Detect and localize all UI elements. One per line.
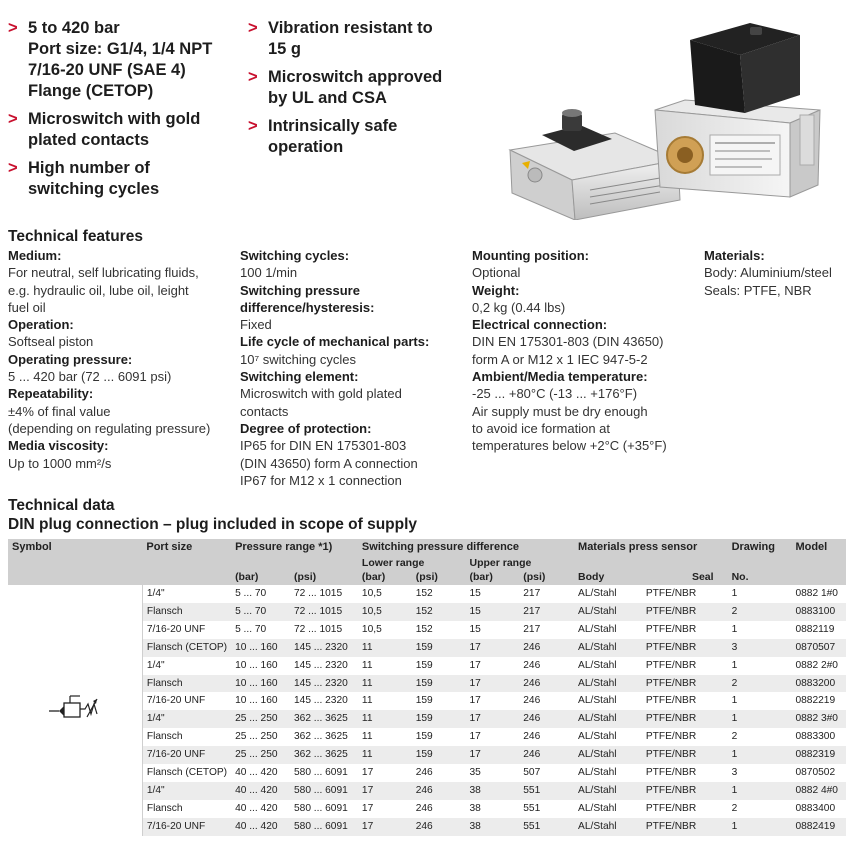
- table-cell: PTFE/NBR: [645, 767, 697, 779]
- table-cell: AL/Stahl: [578, 802, 617, 814]
- table-cell: 5 ... 70: [235, 588, 267, 599]
- feature-value: 5 ... 420 bar (72 ... 6091 psi): [8, 369, 172, 385]
- table-cell: AL/Stahl: [574, 746, 642, 764]
- table-cell: 17: [465, 639, 519, 657]
- table-cell: PTFE/NBR: [645, 731, 697, 743]
- table-cell: 0882219: [795, 695, 836, 707]
- table-cell: 72 ... 1015: [293, 588, 343, 599]
- features-col-3: [472, 247, 697, 455]
- feature-label: Repeatability:: [8, 386, 94, 402]
- header-body: Body: [574, 569, 642, 585]
- header-pressure-range: Pressure range *1): [231, 539, 358, 557]
- header-upper-range: Upper range: [465, 557, 574, 569]
- highlight-line: Vibration resistant to: [268, 19, 433, 37]
- table-cell: 0870507: [791, 639, 845, 657]
- feature-label: Materials:: [704, 248, 765, 263]
- table-cell: PTFE/NBR: [645, 588, 697, 599]
- table-cell: 10,5: [361, 623, 382, 635]
- header-drawing-no: No.: [728, 569, 792, 585]
- table-cell: 7/16-20 UNF: [142, 746, 231, 764]
- table-cell: PTFE/NBR: [642, 675, 728, 693]
- table-cell: 3: [728, 639, 792, 657]
- table-cell: AL/Stahl: [574, 710, 642, 728]
- table-cell: 152: [415, 623, 433, 635]
- table-cell: 17: [361, 767, 374, 779]
- table-cell: 0882 1#0: [795, 588, 838, 599]
- feature-label: Switching element:: [240, 369, 359, 385]
- table-cell: 40 ... 420: [231, 818, 290, 836]
- highlight-line: switching cycles: [28, 180, 160, 198]
- feature-value: temperatures below +2°C (+35°F): [472, 438, 667, 454]
- highlight-item: [248, 116, 478, 158]
- table-cell: 7/16-20 UNF: [146, 695, 206, 707]
- table-cell: 72 ... 1015: [293, 623, 343, 635]
- highlight-line: Port size: G1/4, 1/4 NPT: [28, 40, 213, 58]
- table-cell: 2: [728, 603, 792, 621]
- table-cell: 217: [523, 588, 541, 599]
- table-cell: 551: [519, 818, 574, 836]
- header-lower-bar: (bar): [358, 569, 412, 585]
- highlights-col1: [8, 18, 238, 207]
- technical-data-table: [8, 539, 846, 836]
- table-cell: 10 ... 160: [231, 639, 290, 657]
- feature-value: IP65 for DIN EN 175301-803: [240, 438, 407, 454]
- table-cell: 17: [465, 675, 519, 693]
- feature-label: Medium:: [8, 248, 62, 263]
- table-cell: 217: [519, 603, 574, 621]
- table-cell: Flansch: [146, 731, 183, 743]
- feature-value: Microswitch with gold plated: [240, 386, 402, 402]
- table-cell: 246: [519, 710, 574, 728]
- highlight-line: Intrinsically safe: [268, 117, 398, 135]
- table-cell: 72 ... 1015: [290, 603, 358, 621]
- table-cell: AL/Stahl: [578, 695, 617, 707]
- table-cell: 362 ... 3625: [290, 746, 358, 764]
- table-cell: 25 ... 250: [235, 731, 278, 743]
- table-cell: 3: [731, 767, 738, 779]
- table-cell: PTFE/NBR: [642, 782, 728, 800]
- feature-label: Switching pressure difference/hysteresis:: [240, 282, 375, 315]
- table-cell: Flansch (CETOP): [146, 767, 228, 779]
- table-cell: PTFE/NBR: [645, 802, 697, 814]
- header-materials: Materials press sensor: [574, 539, 728, 557]
- table-cell: 17: [469, 731, 481, 743]
- table-cell: 2: [731, 802, 738, 814]
- table-cell: 362 ... 3625: [293, 731, 348, 743]
- header-lower-range: Lower range: [358, 557, 466, 569]
- table-cell: 25 ... 250: [231, 746, 290, 764]
- table-cell: 580 ... 6091: [290, 782, 358, 800]
- table-cell: 35: [469, 767, 481, 779]
- table-cell: Flansch: [146, 802, 183, 814]
- features-col-4: [704, 247, 844, 299]
- table-cell: 0882419: [791, 818, 845, 836]
- table-cell: 0882319: [791, 746, 845, 764]
- table-cell: 1/4": [142, 782, 231, 800]
- header-psi: (psi): [290, 569, 358, 585]
- feature-value: Body: Aluminium/steel: [704, 265, 832, 281]
- feature-value: Fixed: [240, 317, 272, 333]
- table-cell: 11: [358, 675, 412, 693]
- table-cell: 40 ... 420: [231, 782, 290, 800]
- header-symbol: Symbol: [8, 539, 142, 557]
- table-cell: 17: [358, 782, 412, 800]
- feature-value: -25 ... +80°C (-13 ... +176°F): [472, 386, 638, 402]
- table-cell: 580 ... 6091: [293, 802, 348, 814]
- feature-value: Optional: [472, 265, 521, 281]
- table-cell: 0882 4#0: [791, 782, 845, 800]
- table-cell: 40 ... 420: [235, 802, 278, 814]
- table-cell: 0870502: [795, 767, 836, 779]
- table-cell: 7/16-20 UNF: [146, 623, 206, 635]
- table-cell: 551: [519, 782, 574, 800]
- table-cell: 152: [412, 603, 466, 621]
- pressure-switch-symbol: [8, 585, 142, 836]
- table-cell: 1: [731, 588, 738, 599]
- feature-value: (DIN 43650) form A connection: [240, 455, 418, 471]
- table-cell: 1: [728, 710, 792, 728]
- table-cell: PTFE/NBR: [642, 639, 728, 657]
- table-cell: 5 ... 70: [235, 623, 267, 635]
- table-cell: 159: [412, 639, 466, 657]
- table-cell: 11: [358, 639, 412, 657]
- table-row: [8, 585, 846, 603]
- table-cell: 25 ... 250: [231, 710, 290, 728]
- table-cell: 10 ... 160: [235, 659, 278, 671]
- table-cell: PTFE/NBR: [642, 603, 728, 621]
- highlight-line: Microswitch approved: [268, 68, 443, 86]
- table-cell: 246: [412, 818, 466, 836]
- table-cell: 2: [731, 731, 738, 743]
- table-cell: 145 ... 2320: [290, 639, 358, 657]
- highlight-line: plated contacts: [28, 131, 150, 149]
- table-cell: 10,5: [358, 603, 412, 621]
- table-cell: AL/Stahl: [578, 588, 617, 599]
- table-cell: AL/Stahl: [574, 675, 642, 693]
- features-col-1: [8, 247, 233, 472]
- table-cell: PTFE/NBR: [642, 710, 728, 728]
- pressure-switch-m12: [510, 109, 680, 220]
- table-cell: 246: [519, 746, 574, 764]
- table-cell: 0883200: [791, 675, 845, 693]
- table-cell: Flansch: [142, 675, 231, 693]
- table-cell: 0883100: [791, 603, 845, 621]
- pressure-switch-din: [655, 23, 820, 197]
- table-cell: 17: [465, 746, 519, 764]
- table-cell: 246: [412, 782, 466, 800]
- header-port-size: Port size: [142, 539, 231, 557]
- highlight-item: [248, 67, 478, 109]
- feature-value: (depending on regulating pressure): [8, 420, 211, 436]
- header-switching-diff: Switching pressure difference: [358, 539, 574, 557]
- feature-value: For neutral, self lubricating fluids,: [8, 265, 199, 281]
- table-cell: 10,5: [361, 588, 382, 599]
- highlight-line: 15 g: [268, 40, 302, 58]
- table-cell: 38: [469, 802, 481, 814]
- bullet-arrow-icon: >: [8, 110, 18, 128]
- feature-value: IP67 for M12 x 1 connection: [240, 472, 402, 488]
- feature-value: 10⁷ switching cycles: [240, 351, 356, 367]
- feature-value: 100 1/min: [240, 265, 298, 281]
- feature-value: contacts: [240, 403, 289, 419]
- table-cell: 7/16-20 UNF: [142, 818, 231, 836]
- bullet-arrow-icon: >: [8, 19, 18, 37]
- features-col-2: [240, 247, 465, 489]
- header-model: Model: [791, 539, 845, 557]
- table-cell: 246: [415, 767, 433, 779]
- table-cell: 159: [415, 659, 433, 671]
- table-cell: 11: [361, 659, 373, 671]
- table-cell: 0883400: [795, 802, 836, 814]
- feature-value: ±4% of final value: [8, 403, 111, 419]
- highlight-line: Microswitch with gold: [28, 110, 201, 128]
- table-cell: 15: [469, 623, 481, 635]
- table-cell: 38: [465, 782, 519, 800]
- highlight-line: High number of: [28, 159, 150, 177]
- table-cell: 1: [731, 695, 738, 707]
- feature-label: Operation:: [8, 317, 74, 333]
- table-cell: AL/Stahl: [578, 731, 617, 743]
- table-cell: 11: [358, 746, 412, 764]
- table-cell: 362 ... 3625: [290, 710, 358, 728]
- technical-data-title: Technical data: [8, 497, 115, 514]
- table-cell: AL/Stahl: [574, 603, 642, 621]
- highlight-line: Flange (CETOP): [28, 82, 154, 100]
- highlight-item: [248, 18, 478, 60]
- table-cell: AL/Stahl: [578, 659, 617, 671]
- table-cell: 1: [731, 623, 738, 635]
- table-cell: 159: [412, 675, 466, 693]
- feature-value: Up to 1000 mm²/s: [8, 455, 112, 471]
- table-cell: 17: [469, 659, 481, 671]
- header-upper-psi: (psi): [519, 569, 574, 585]
- table-cell: 159: [412, 746, 466, 764]
- table-cell: PTFE/NBR: [642, 746, 728, 764]
- table-cell: PTFE/NBR: [645, 659, 697, 671]
- table-cell: PTFE/NBR: [642, 818, 728, 836]
- feature-value: fuel oil: [8, 299, 46, 315]
- table-cell: 246: [415, 802, 433, 814]
- table-cell: 1: [731, 659, 738, 671]
- table-cell: Flansch (CETOP): [142, 639, 231, 657]
- feature-label: Operating pressure:: [8, 351, 133, 367]
- highlight-line: by UL and CSA: [268, 89, 387, 107]
- table-cell: 246: [523, 659, 541, 671]
- feature-label: Weight:: [472, 282, 520, 298]
- table-cell: 145 ... 2320: [293, 695, 348, 707]
- features-title: Technical features: [8, 228, 143, 245]
- table-cell: 2: [728, 675, 792, 693]
- table-cell: 5 ... 70: [231, 603, 290, 621]
- table-cell: 551: [523, 802, 541, 814]
- table-cell: 17: [358, 818, 412, 836]
- feature-value: Softseal piston: [8, 334, 94, 350]
- feature-label: Life cycle of mechanical parts:: [240, 334, 430, 350]
- highlight-line: operation: [268, 138, 344, 156]
- highlight-item: [8, 109, 238, 151]
- table-cell: 11: [358, 710, 412, 728]
- table-cell: 1/4": [142, 710, 231, 728]
- feature-label: Electrical connection:: [472, 317, 608, 333]
- feature-label: Media viscosity:: [8, 438, 109, 454]
- table-cell: 1/4": [146, 659, 165, 671]
- feature-label: Degree of protection:: [240, 420, 372, 436]
- table-cell: 17: [361, 802, 374, 814]
- table-cell: 1: [728, 782, 792, 800]
- pressure-switch-symbol-icon: [47, 693, 103, 721]
- table-cell: 11: [361, 695, 373, 707]
- feature-label: Mounting position:: [472, 248, 589, 263]
- feature-value: DIN EN 175301-803 (DIN 43650): [472, 334, 664, 350]
- table-cell: 145 ... 2320: [293, 659, 348, 671]
- feature-value: Seals: PTFE, NBR: [704, 282, 812, 298]
- table-cell: 40 ... 420: [235, 767, 278, 779]
- feature-value: 0,2 kg (0.44 lbs): [472, 299, 566, 315]
- table-cell: 246: [523, 695, 541, 707]
- highlight-item: [8, 158, 238, 200]
- table-cell: 11: [361, 731, 373, 743]
- table-cell: 159: [415, 731, 433, 743]
- table-cell: 580 ... 6091: [290, 818, 358, 836]
- table-cell: 15: [469, 588, 481, 599]
- technical-data-body: [8, 585, 846, 836]
- table-cell: PTFE/NBR: [645, 695, 697, 707]
- table-cell: 17: [465, 710, 519, 728]
- table-cell: 0882119: [795, 623, 835, 635]
- bullet-arrow-icon: >: [248, 19, 258, 37]
- table-cell: 0882 2#0: [795, 659, 838, 671]
- product-photo: [500, 15, 840, 220]
- feature-value: e.g. hydraulic oil, lube oil, leight: [8, 282, 189, 298]
- header-seal: Seal: [642, 569, 728, 585]
- header-drawing: Drawing: [728, 539, 792, 557]
- header-bar: (bar): [231, 569, 290, 585]
- table-cell: 159: [412, 710, 466, 728]
- feature-value: to avoid ice formation at: [472, 420, 611, 436]
- bullet-arrow-icon: >: [8, 159, 18, 177]
- table-cell: 1/4": [146, 588, 165, 599]
- feature-label: Switching cycles:: [240, 248, 350, 263]
- table-cell: 10 ... 160: [231, 675, 290, 693]
- table-cell: AL/Stahl: [574, 639, 642, 657]
- table-cell: 159: [415, 695, 433, 707]
- header-upper-bar: (bar): [465, 569, 519, 585]
- table-cell: 246: [519, 639, 574, 657]
- table-cell: 1: [728, 818, 792, 836]
- table-cell: 10 ... 160: [235, 695, 278, 707]
- highlight-line: 7/16-20 UNF (SAE 4): [28, 61, 186, 79]
- table-cell: AL/Stahl: [578, 767, 617, 779]
- bullet-arrow-icon: >: [248, 117, 258, 135]
- table-cell: AL/Stahl: [574, 818, 642, 836]
- technical-data-subtitle: DIN plug connection – plug included in scope of supply: [8, 516, 418, 533]
- table-cell: 145 ... 2320: [290, 675, 358, 693]
- table-cell: 246: [519, 675, 574, 693]
- table-cell: Flansch: [142, 603, 231, 621]
- table-cell: 15: [465, 603, 519, 621]
- highlights-col2: [248, 18, 478, 165]
- header-lower-psi: (psi): [412, 569, 466, 585]
- feature-value: Air supply must be dry enough: [472, 403, 648, 419]
- table-cell: AL/Stahl: [574, 782, 642, 800]
- table-cell: 1: [728, 746, 792, 764]
- table-cell: 0882 3#0: [791, 710, 845, 728]
- bullet-arrow-icon: >: [248, 68, 258, 86]
- feature-value: form A or M12 x 1 IEC 947-5-2: [472, 351, 648, 367]
- feature-label: Ambient/Media temperature:: [472, 369, 648, 385]
- table-cell: 38: [465, 818, 519, 836]
- table-cell: 246: [523, 731, 541, 743]
- highlight-item: [8, 18, 238, 102]
- table-cell: 0883300: [795, 731, 836, 743]
- table-cell: AL/Stahl: [578, 623, 617, 635]
- table-cell: 217: [523, 623, 541, 635]
- table-cell: 507: [523, 767, 541, 779]
- table-cell: 17: [469, 695, 481, 707]
- highlight-line: 5 to 420 bar: [28, 19, 120, 37]
- table-cell: PTFE/NBR: [645, 623, 697, 635]
- table-cell: 152: [415, 588, 433, 599]
- table-cell: 580 ... 6091: [293, 767, 348, 779]
